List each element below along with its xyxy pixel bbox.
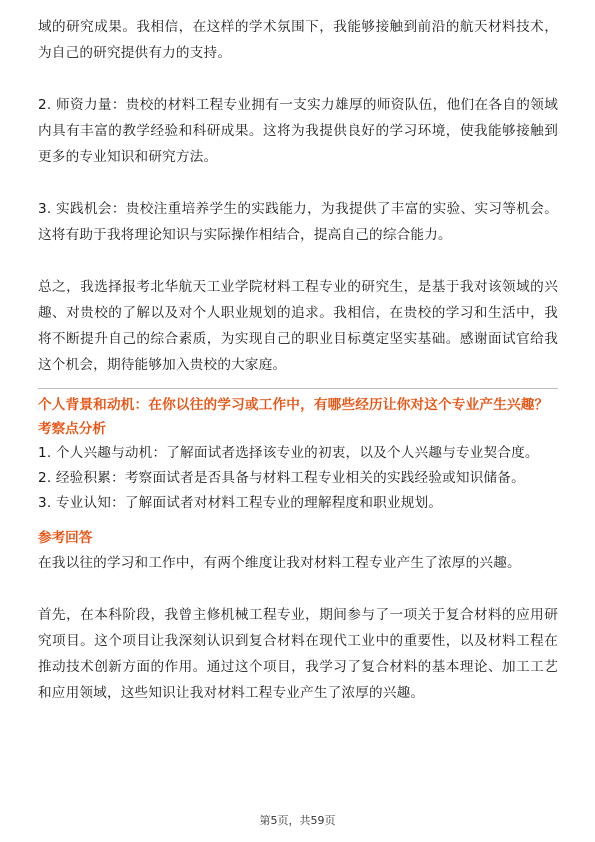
analysis-item: 1. 个人兴趣与动机：了解面试者选择该专业的初衷，以及个人兴趣与专业契合度。 [38,445,539,461]
point-practice: 3. 实践机会：贵校注重培养学生的实践能力，为我提供了丰富的实验、实习等机会。这将有助于我将理论知识与实际操作相结合，提高自己的综合能力。 [38,201,558,243]
analysis-title: 考察点分析 [38,421,106,437]
analysis-item: 3. 专业认知：了解面试者对材料工程专业的理解程度和职业规划。 [38,495,443,511]
answer-title: 参考回答 [38,530,93,546]
section-divider [38,388,558,389]
answer-intro: 在我以往的学习和工作中，有两个维度让我对材料工程专业产生了浓厚的兴趣。 [38,555,521,571]
answer-first-paragraph: 首先，在本科阶段，我曾主修机械工程专业，期间参与了一项关于复合材料的应用研究项目。这个项目让我深刻认识到复合材料在现代工业中的重要性，以及材料工程在推动技术创新方面的作用。通过这个项目，我学习了复合材料的基本理论、加工工艺和应用领域，这些知识让我对材料工程专业产生了浓厚的兴趣。 [38,607,558,701]
conclusion-paragraph: 总之，我选择报考北华航天工业学院材料工程专业的研究生，是基于我对该领域的兴趣、对贵校的了解以及对个人职业规划的追求。我相信，在贵校的学习和生活中，我将不断提升自己的综合素质，为实现自己的职业目标奠定坚实基础。感谢面试官给我这个机会，期待能够加入贵校的大家庭。 [38,279,558,373]
analysis-item: 2. 经验积累：考察面试者是否具备与材料工程专业相关的实践经验或知识储备。 [38,470,525,486]
document-page [38,14,558,706]
point-faculty: 2. 师资力量：贵校的材料工程专业拥有一支实力雄厚的师资队伍，他们在各自的领域内具有丰富的教学经验和科研成果。这将为我提供良好的学习环境，使我能够接触到更多的专业知识和研究方法。 [38,97,558,165]
page-footer: 第5页，共59页 [259,814,336,827]
paragraph-continued: 域的研究成果。我相信，在这样的学术氛围下，我能够接触到前沿的航天材料技术，为自己的研究提供有力的支持。 [38,19,558,61]
interview-question: 个人背景和动机：在你以往的学习或工作中，有哪些经历让你对这个专业产生兴趣？ [38,397,549,413]
